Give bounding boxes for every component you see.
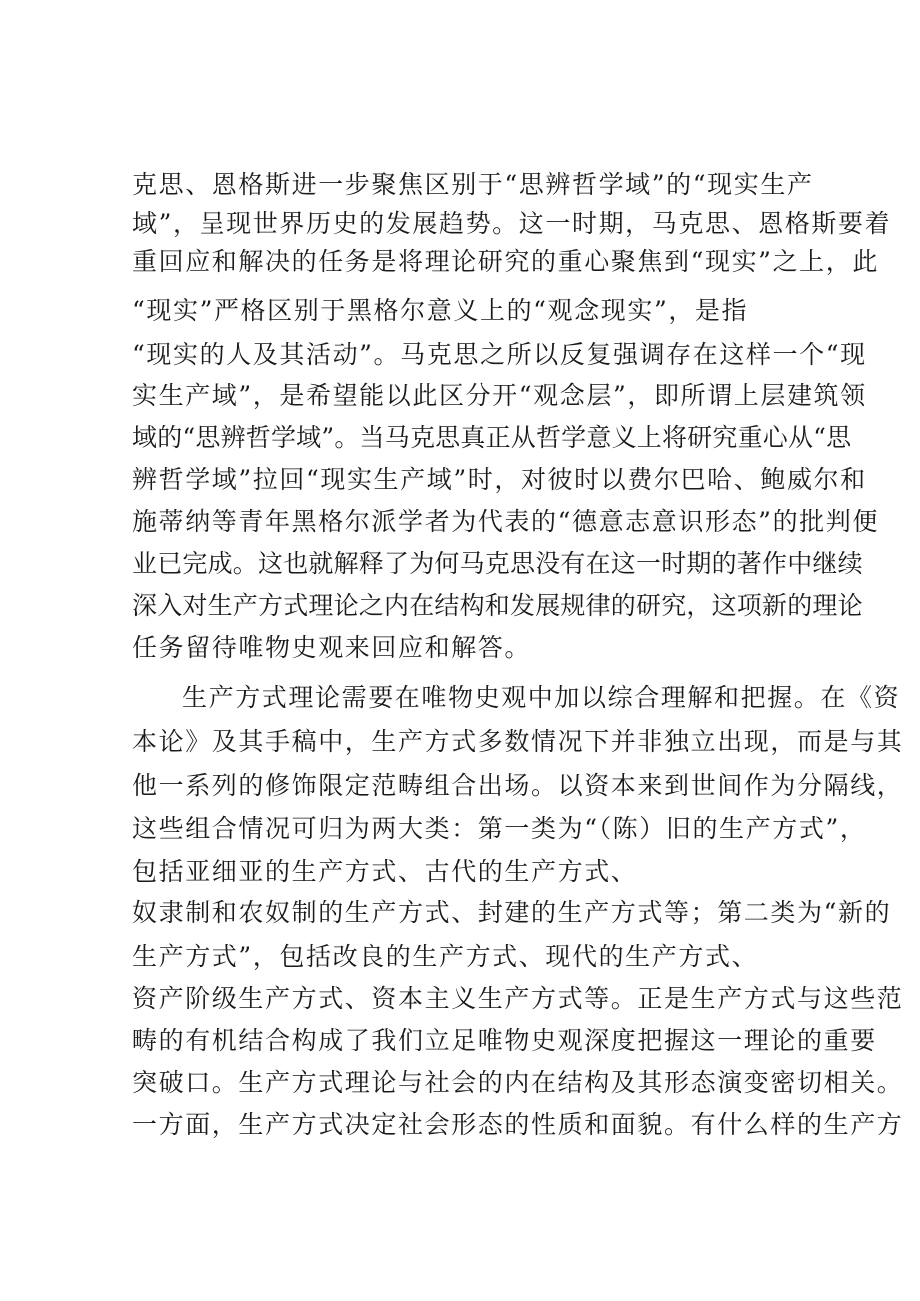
paragraph-1-line-2: 域”，呈现世界历史的发展趋势。这一时期，马克思、恩格斯要着 bbox=[132, 209, 892, 238]
paragraph-2-line-1: 生产方式理论需要在唯物史观中加以综合理解和把握。在《资 bbox=[182, 683, 901, 712]
paragraph-2-line-10: 突破口。生产方式理论与社会的内在结构及其形态演变密切相关。 bbox=[132, 1068, 904, 1097]
paragraph-1-line-8: 辨哲学域”拉回“现实生产域”时，对彼时以费尔巴哈、鲍威尔和 bbox=[132, 465, 867, 494]
paragraph-1-line-12: 任务留待唯物史观来回应和解答。 bbox=[132, 633, 532, 662]
paragraph-1-line-4: “现实”严格区别于黑格尔意义上的“观念现实”，是指 bbox=[132, 296, 749, 325]
paragraph-2-line-9: 畴的有机结合构成了我们立足唯物史观深度把握这一理论的重要 bbox=[132, 1026, 877, 1055]
paragraph-2-line-5: 包括亚细亚的生产方式、古代的生产方式、 bbox=[132, 857, 638, 886]
paragraph-2-line-3: 他一系列的修饰限定范畴组合出场。以资本来到世间作为分隔线， bbox=[132, 771, 904, 800]
paragraph-2-line-2: 本论》及其手稿中，生产方式多数情况下并非独立出现，而是与其 bbox=[132, 727, 904, 756]
paragraph-1-line-11: 深入对生产方式理论之内在结构和发展规律的研究，这项新的理论 bbox=[132, 591, 863, 620]
paragraph-2-line-6: 奴隶制和农奴制的生产方式、封建的生产方式等；第二类为“新的 bbox=[132, 898, 892, 927]
paragraph-2-line-7: 生产方式”，包括改良的生产方式、现代的生产方式、 bbox=[132, 942, 759, 971]
paragraph-1-line-3: 重回应和解决的任务是将理论研究的重心聚焦到“现实”之上，此 bbox=[132, 247, 879, 276]
paragraph-1-line-10: 业已完成。这也就解释了为何马克思没有在这一时期的著作中继续 bbox=[132, 549, 863, 578]
paragraph-2-line-11: 一方面，生产方式决定社会形态的性质和面貌。有什么样的生产方 bbox=[132, 1110, 904, 1139]
paragraph-1-line-9: 施蒂纳等青年黑格尔派学者为代表的“德意志意识形态”的批判便 bbox=[132, 507, 879, 536]
paragraph-1-line-7: 域的“思辨哲学域”。当马克思真正从哲学意义上将研究重心从“思 bbox=[132, 423, 852, 452]
paragraph-2-line-4: 这些组合情况可归为两大类：第一类为“（陈）旧的生产方式”， bbox=[132, 814, 867, 843]
paragraph-1-line-5: “现实的人及其活动”。马克思之所以反复强调存在这样一个“现 bbox=[132, 340, 867, 369]
paragraph-2-line-8: 资产阶级生产方式、资本主义生产方式等。正是生产方式与这些范 bbox=[132, 984, 904, 1013]
paragraph-1-line-6: 实生产域”，是希望能以此区分开“观念层”，即所谓上层建筑领 bbox=[132, 381, 867, 410]
paragraph-1-line-1: 克思、恩格斯进一步聚焦区别于“思辨哲学域”的“现实生产 bbox=[132, 170, 814, 199]
